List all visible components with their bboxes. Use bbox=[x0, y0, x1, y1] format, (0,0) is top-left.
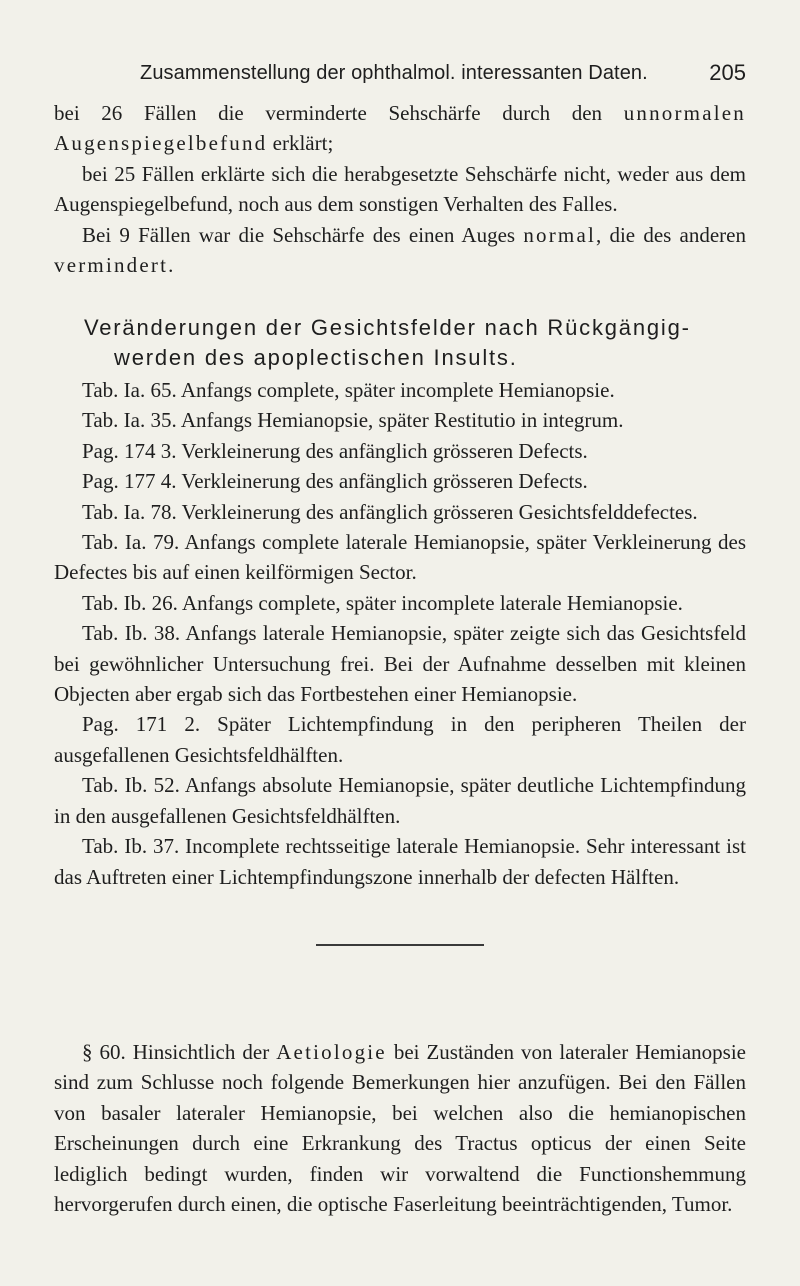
intro-p3-mid: , die des anderen bbox=[596, 222, 746, 247]
case-entry: Pag. 171 2. Später Lichtempfindung in den peripheren Theilen der ausgefallenen Gesichtsfeldhälften. bbox=[54, 712, 746, 767]
section-60-text: bei Zuständen von lateraler Hemianopsie sind zum Schlusse noch folgende Bemerkungen hier anzufügen. Bei den Fällen von basaler lateraler Hemianopsie, bei welchen also die hemianopischen Erscheinungen durch eine Erkrankung des Tractus opticus der einen Seite lediglich bedingt wurden, finden wir vorwaltend die Functionshemmung hervorgerufen durch einen, die optische Faserleitung beeinträchtigenden, Tumor. bbox=[54, 1040, 746, 1217]
case-list bbox=[54, 375, 746, 892]
case-entry: Pag. 174 3. Verkleinerung des anfänglich grösseren Defects. bbox=[82, 438, 588, 463]
intro-p3-end: . bbox=[168, 253, 174, 278]
intro-paragraph-3 bbox=[54, 220, 746, 281]
case-entry: Tab. Ib. 37. Incomplete rechtsseitige laterale Hemianopsie. Sehr interessant ist das Auftreten einer Lichtempfindungszone innerhalb der defecten Hälften. bbox=[54, 834, 746, 889]
case-entry: Tab. Ia. 78. Verkleinerung des anfänglich grösseren Gesichtsfelddefectes. bbox=[82, 499, 698, 524]
case-entry: Tab. Ia. 79. Anfangs complete laterale Hemianopsie, später Verkleinerung des Defectes bis auf einen keilförmigen Sector. bbox=[54, 530, 746, 585]
page-number: 205 bbox=[709, 60, 746, 85]
intro-p1-end: erklärt; bbox=[267, 131, 334, 156]
section-60-emphasis: Aetiologie bbox=[276, 1040, 387, 1064]
section-heading bbox=[54, 313, 746, 373]
case-entry: Tab. Ib. 38. Anfangs laterale Hemianopsie, später zeigte sich das Gesichtsfeld bei gewöhnlicher Untersuchung frei. Bei der Aufnahme desselben mit kleinen Objecten aber ergab sich das Fortbestehen einer Hemianopsie. bbox=[54, 621, 746, 707]
running-head: Zusammenstellung der ophthalmol. interessanten Daten. bbox=[140, 62, 648, 84]
intro-paragraph-2: bei 25 Fällen erklärte sich die herabgesetzte Sehschärfe nicht, weder aus dem Augenspiegelbefund, noch aus dem sonstigen Verhalten des Falles. bbox=[54, 161, 746, 217]
intro-block bbox=[54, 98, 746, 280]
intro-paragraph-1 bbox=[54, 98, 746, 159]
case-entry: Tab. Ib. 52. Anfangs absolute Hemianopsie, später deutliche Lichtempfindung in den ausgefallenen Gesichtsfeldhälften. bbox=[54, 773, 746, 828]
intro-p3-text: Bei 9 Fällen war die Sehschärfe des einen Auges bbox=[82, 222, 524, 247]
case-entry: Pag. 177 4. Verkleinerung des anfänglich grösseren Defects. bbox=[82, 469, 588, 494]
case-entry: Tab. Ia. 65. Anfangs complete, später incomplete Hemianopsie. bbox=[82, 378, 615, 402]
section-heading-line-2: werden des apoplectischen Insults. bbox=[114, 345, 518, 370]
section-60 bbox=[54, 1037, 746, 1219]
intro-p3-emphasis-normal: normal bbox=[523, 222, 596, 247]
section-60-start: § 60. Hinsichtlich der bbox=[82, 1040, 277, 1064]
section-heading-line-1: Veränderungen der Gesichtsfelder nach Rückgängig- bbox=[84, 315, 691, 340]
section-divider bbox=[316, 944, 484, 946]
case-entry: Tab. Ia. 35. Anfangs Hemianopsie, später Restitutio in integrum. bbox=[82, 408, 624, 433]
case-entry: Tab. Ib. 26. Anfangs complete, später incomplete laterale Hemianopsie. bbox=[82, 590, 683, 615]
intro-p1-text: bei 26 Fällen die verminderte Sehschärfe durch den bbox=[54, 101, 624, 125]
intro-p1-emphasis: unnormalen Augenspiegelbefund bbox=[54, 101, 746, 156]
section-60-paragraph bbox=[54, 1037, 746, 1219]
intro-p3-emphasis-vermindert: vermindert bbox=[54, 253, 169, 278]
